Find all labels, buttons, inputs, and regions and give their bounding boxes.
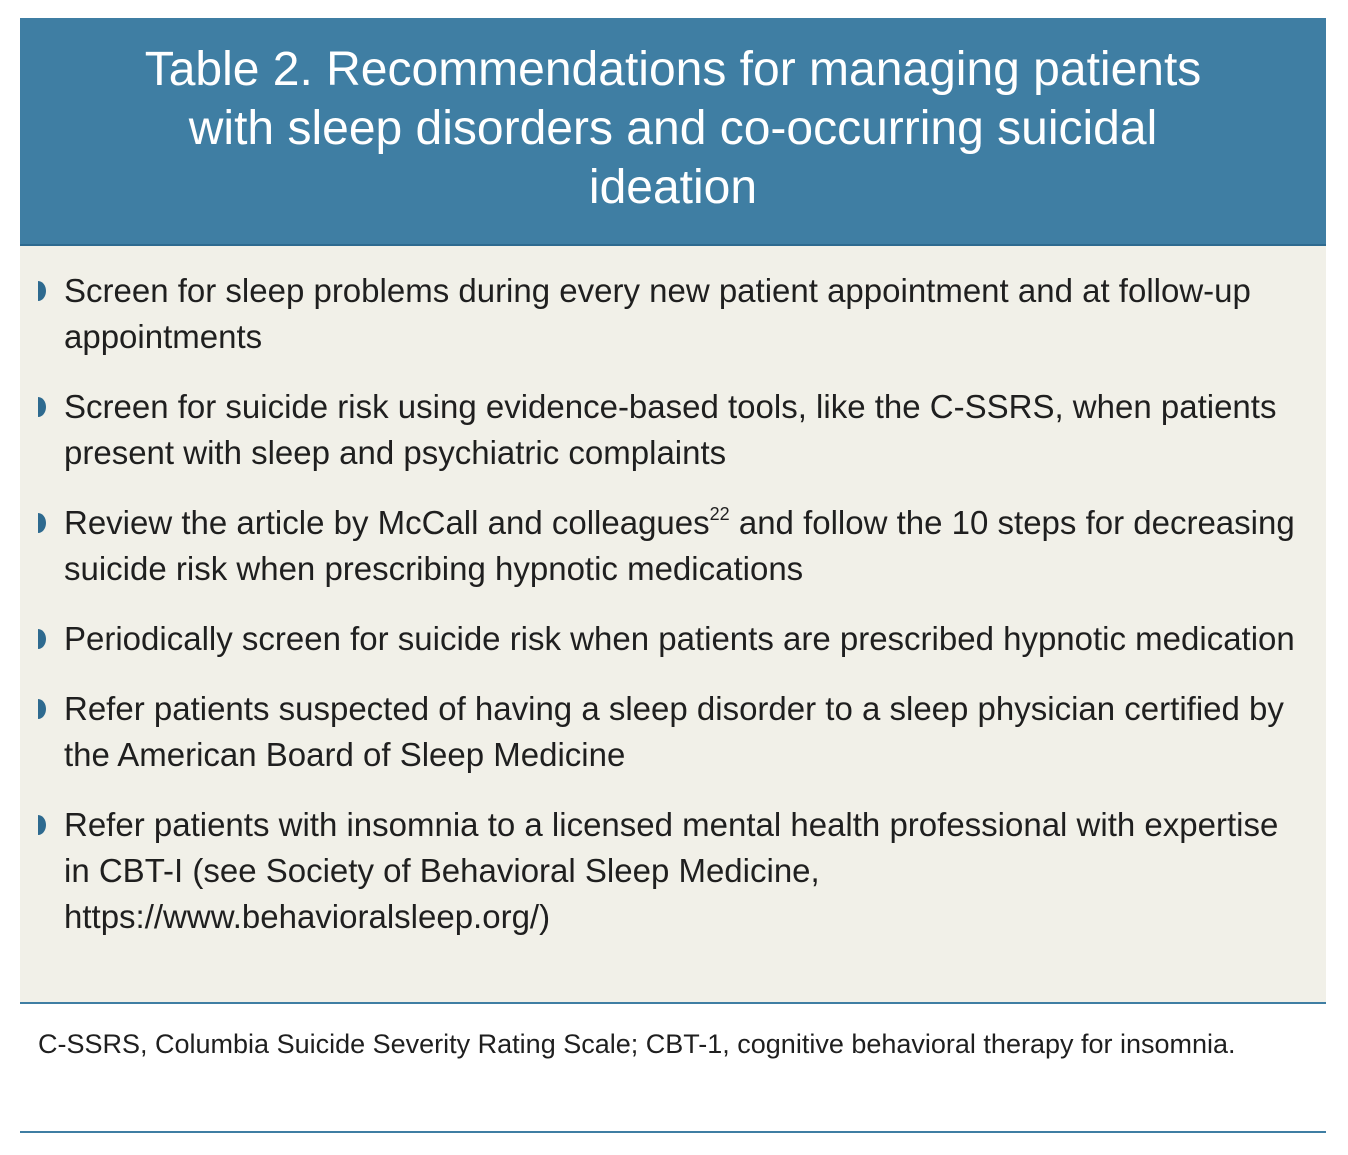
recommendation-text: Screen for sleep problems during every new patient appointment and at follow-up appointments [64,272,1251,355]
recommendation-text: Periodically screen for suicide risk when patients are prescribed hypnotic medication [64,620,1295,657]
list-item [20,802,1326,940]
list-item [20,616,1326,662]
reference-superscript: 22 [709,504,730,524]
half-circle-bullet-icon [38,699,46,719]
recommendation-text: Refer patients suspected of having a sleep disorder to a sleep physician certified by the American Board of Sleep Medicine [64,690,1284,773]
list-item [20,268,1326,360]
half-circle-bullet-icon [38,397,46,417]
list-item [20,686,1326,778]
bottom-divider [20,1131,1326,1133]
half-circle-bullet-icon [38,281,46,301]
half-circle-bullet-icon [38,513,46,533]
table-title-label: Table [144,42,260,96]
list-item [20,500,1326,592]
recommendation-text: Screen for suicide risk using evidence-based tools, like the C-SSRS, when patients present with sleep and psychiatric complaints [64,388,1277,471]
table-footnote: C-SSRS, Columbia Suicide Severity Rating Scale; CBT-1, cognitive behavioral therapy for insomnia. [38,1029,1236,1059]
half-circle-bullet-icon [38,629,46,649]
table-body [20,246,1326,1004]
table-box [20,18,1326,1004]
recommendation-list [20,268,1326,940]
recommendation-text: Refer patients with insomnia to a licensed mental health professional with expertise in CBT-I (see Society of Behavioral Sleep Medicine, https://www.behavioralsleep.org/) [64,806,1279,935]
table-header [20,18,1326,246]
half-circle-bullet-icon [38,815,46,835]
table-title [123,40,1223,217]
table-title-text: 2. Recommendations for managing patients with sleep disorders and co-occurring suicidal ideation [188,42,1202,214]
list-item [20,384,1326,476]
recommendation-text-continued: and follow the 10 steps for decreasing suicide risk when prescribing hypnotic medications [64,504,1295,587]
recommendation-text: Review the article by McCall and colleagues [64,504,710,541]
